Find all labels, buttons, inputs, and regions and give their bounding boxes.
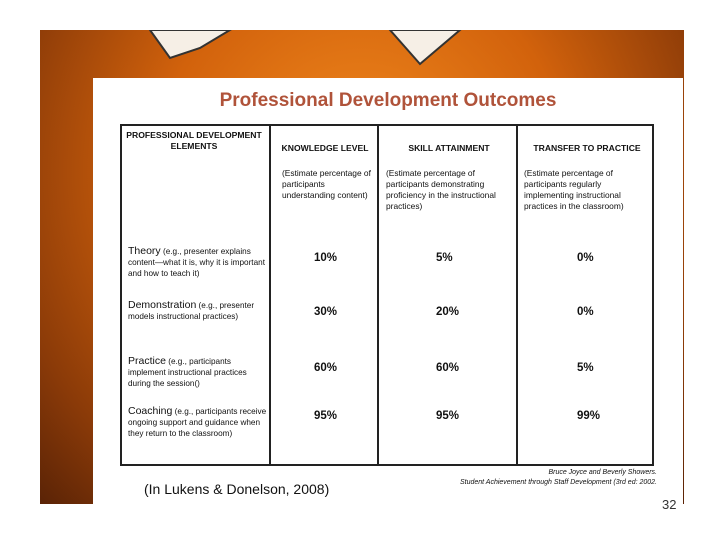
- credit-line-1: Bruce Joyce and Beverly Showers.: [548, 469, 657, 476]
- value-theory-knowledge: 10%: [314, 252, 338, 264]
- column-divider: [516, 126, 518, 464]
- value-coaching-transfer: 99%: [577, 410, 601, 422]
- page-title: Professional Development Outcomes: [219, 90, 557, 111]
- column-divider: [269, 126, 271, 464]
- outcomes-table: [120, 124, 654, 466]
- value-coaching-skill: 95%: [436, 410, 460, 422]
- row-label-coaching: Coaching (e.g., participants receive ongoing support and guidance when they return to the classroom): [128, 405, 267, 438]
- column-header-skill: SKILL ATTAINMENT: [408, 143, 490, 153]
- estimate-transfer: (Estimate percentage of participants regularly implementing instructional practices in the classroom): [524, 168, 624, 211]
- page-number: 32: [662, 497, 677, 512]
- source-credit: [460, 468, 657, 488]
- value-theory-transfer: 0%: [577, 252, 594, 264]
- row-label-demonstration: Demonstration (e.g., presenter models instructional practices): [128, 299, 255, 321]
- value-demonstration-transfer: 0%: [577, 306, 594, 318]
- decorative-shape: [140, 30, 480, 66]
- value-practice-skill: 60%: [436, 362, 460, 374]
- table-image: [93, 78, 683, 504]
- row-label-practice: Practice (e.g., participants implement instructional practices during the session(): [128, 355, 247, 388]
- column-divider: [377, 126, 379, 464]
- value-coaching-knowledge: 95%: [314, 410, 338, 422]
- value-practice-knowledge: 60%: [314, 362, 338, 374]
- value-theory-skill: 5%: [436, 252, 453, 264]
- column-header-elements: PROFESSIONAL DEVELOPMENT ELEMENTS: [126, 130, 262, 151]
- column-header-transfer: TRANSFER TO PRACTICE: [533, 143, 641, 153]
- column-header-knowledge: KNOWLEDGE LEVEL: [281, 143, 369, 153]
- estimate-knowledge: (Estimate percentage of participants understanding content): [282, 168, 371, 200]
- row-label-theory: Theory (e.g., presenter explains content—what it is, why it is important and how to teach it): [128, 245, 265, 278]
- value-demonstration-skill: 20%: [436, 306, 460, 318]
- estimate-skill: (Estimate percentage of participants demonstrating proficiency in the instructional practices): [386, 168, 496, 211]
- value-practice-transfer: 5%: [577, 362, 594, 374]
- citation: (In Lukens & Donelson, 2008): [144, 481, 330, 497]
- value-demonstration-knowledge: 30%: [314, 306, 338, 318]
- credit-line-2: Student Achievement through Staff Development (3rd ed: 2002.: [459, 479, 657, 486]
